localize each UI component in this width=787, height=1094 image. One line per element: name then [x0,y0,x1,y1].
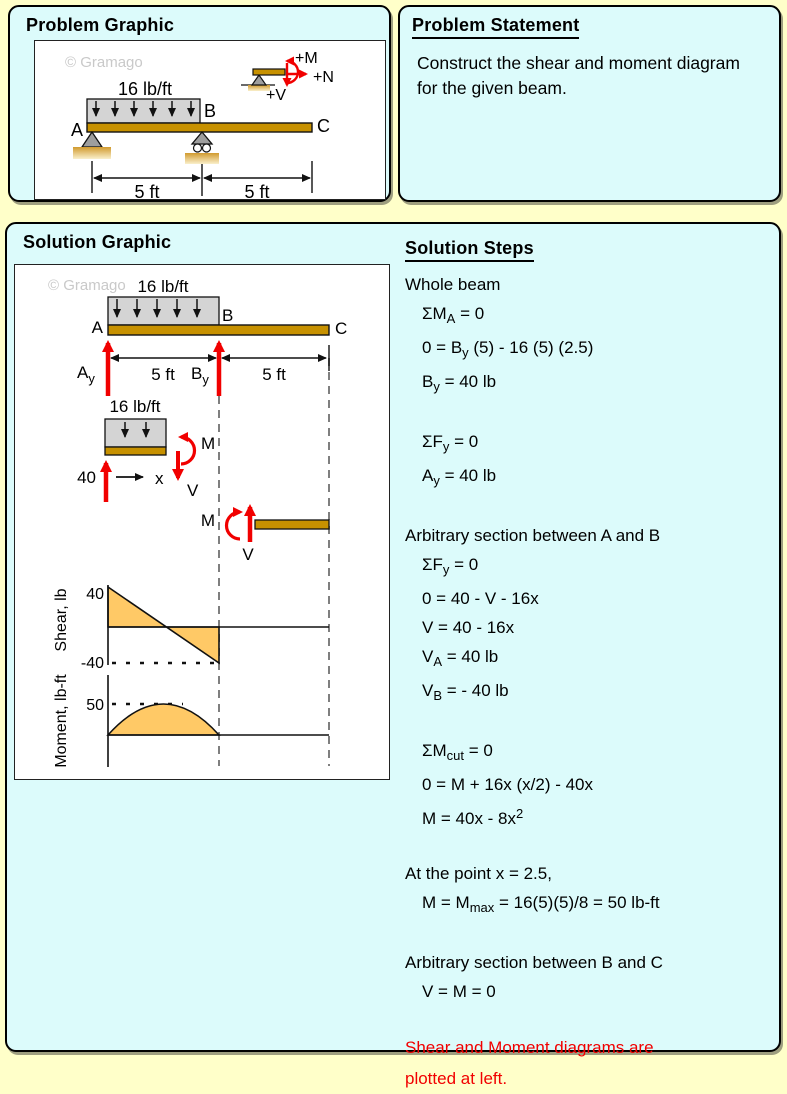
shear-curve [108,587,219,663]
node-b-label: B [222,306,234,325]
load-label: 16 lb/ft [117,79,173,99]
x-axis-label: x [155,469,164,488]
solution-step-line: 0 = 40 - V - 16x [422,589,539,608]
moment-m-label: M [201,434,216,453]
solution-step-line: $V_B$ = - 40 lb [422,681,509,703]
solution-step-line: $\Sigma F_y = 0$ [422,555,479,577]
solution-step-line: $\Sigma F_y = 0$ [422,432,479,454]
dim-left-label: 5 ft [134,182,160,199]
shear-ylabel: Shear, lb [53,588,70,652]
reaction-by-label: $B_y$ [191,364,209,387]
shear-diagram [53,585,329,672]
load-label: 16 lb/ft [109,397,161,416]
solution-step-line: $0 = B_y$ (5) - 16 (5) (2.5) [422,338,594,360]
problem-beam-diagram [35,41,385,199]
solution-step-line: $A_y = 40$ lb [422,466,497,488]
watermark: © Gramago [48,277,126,294]
solution-step-line: $B_y = 40$ lb [422,372,497,394]
solution-step-line: V = 40 - 16x [422,618,515,637]
shear-v-label: V [187,481,199,500]
beam [87,123,312,132]
moment-ylabel: Moment, lb-ft [53,674,70,768]
roller-support-icon [185,132,219,164]
solution-diagrams [15,265,389,779]
solution-step-line: At the point x = 2.5, [405,864,552,883]
problem-statement-panel [398,5,781,202]
node-c-label: C [335,319,348,338]
solution-step-line: Arbitrary section between A and B [405,526,661,545]
fbd-section-bc [201,507,329,564]
solution-step-line: $\Sigma M_{cut} = 0$ [422,741,493,763]
solution-step-line: $\Sigma M_A = 0$ [422,304,485,326]
solution-steps [405,238,775,1094]
solution-step-line: $M = 40x - 8x^2$ [422,806,524,828]
solution-panel [5,222,781,1088]
dim-right-label: 5 ft [262,365,286,384]
node-c-label: C [317,116,330,136]
sign-convention-icon [241,50,334,104]
moment-diagram [53,674,329,768]
fbd-whole-beam [77,277,347,396]
solution-step-line: Shear and Moment diagrams are [405,1038,654,1057]
problem-graphic-panel [8,5,391,202]
dim-right-label: 5 ft [244,182,270,199]
fbd-section-ab [77,397,215,502]
problem-graphic-canvas [34,40,386,200]
solution-step-line: Arbitrary section between B and C [405,953,663,972]
node-a-label: A [70,120,83,140]
moment-m-arrow [181,437,195,464]
plus-m-label: +M [295,50,318,67]
solution-step-line: V = M = 0 [422,982,496,1001]
solution-step-line: Whole beam [405,275,501,294]
solution-step-line: plotted at left. [405,1069,508,1088]
problem-graphic-title: Problem Graphic [26,15,175,35]
beam [108,325,329,335]
dim-left-label: 5 ft [151,365,175,384]
moment-max-tick: 50 [86,697,104,714]
load-label: 16 lb/ft [137,277,189,296]
solution-step-line: $V_A = 40$ lb [422,647,499,669]
dimension-lines [92,161,312,196]
distributed-load [87,99,200,123]
solution-step-line: 0 = M + 16x (x/2) - 40x [422,775,594,794]
solution-steps-lines [405,270,775,1094]
moment-m-label: M [200,511,215,530]
watermark: © Gramago [65,54,143,71]
node-b-label: B [204,101,217,121]
force-40-label: 40 [77,468,96,487]
shear-v-label: V [242,545,254,564]
solution-graphic-title: Solution Graphic [23,232,172,252]
plus-n-label: +N [313,69,334,86]
plus-v-label: +V [266,87,287,104]
shear-min-tick: -40 [80,655,104,672]
shear-max-tick: 40 [86,586,104,603]
moment-m-arrow [226,512,240,539]
solution-step-line: $M = M_{max} = 16(5)(5)/8 = 50$ lb-ft [422,893,660,915]
moment-curve [108,704,219,735]
problem-statement-title: Problem Statement [412,15,579,39]
reaction-ay-label: $A_y$ [77,363,95,386]
node-a-label: A [91,318,103,337]
solution-steps-title: Solution Steps [405,238,534,262]
problem-statement-text: Construct the shear and moment diagram for the given beam. [417,53,740,99]
solution-graphic-canvas [14,264,390,780]
